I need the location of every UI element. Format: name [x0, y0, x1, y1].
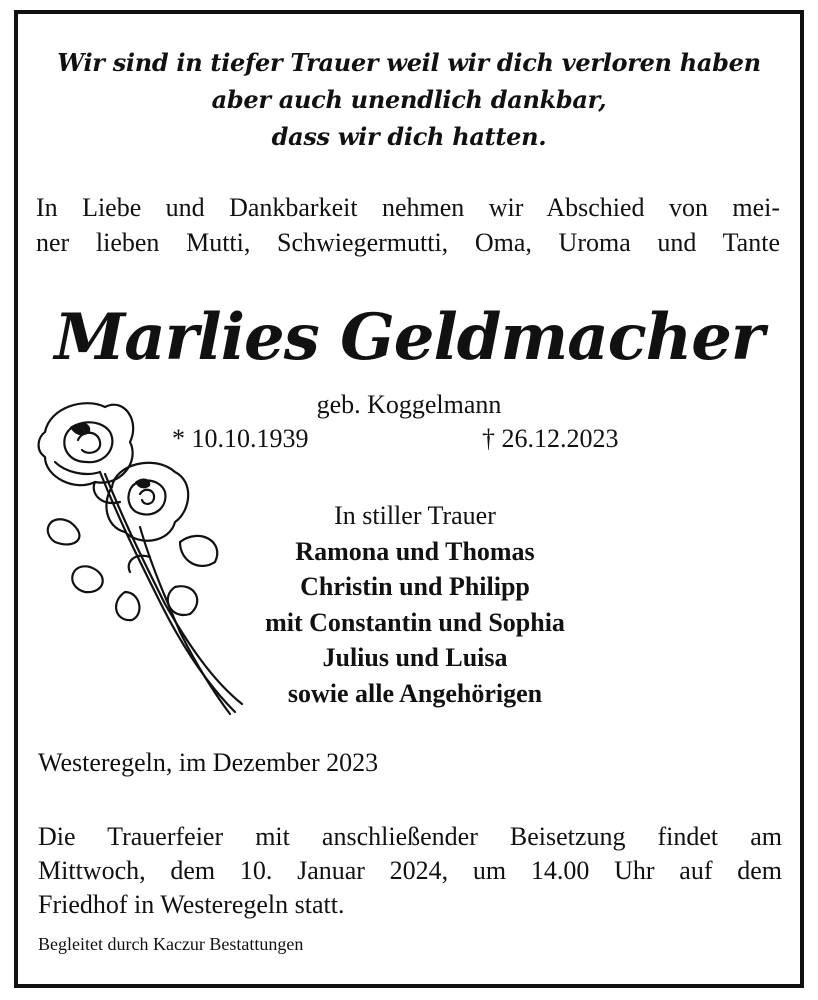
intro-line-2: ner lieben Mutti, Schwiegermutti, Oma, Uroma und Tante: [36, 228, 780, 257]
mourners-block: [200, 498, 630, 711]
mourner-name: Christin und Philipp: [300, 572, 530, 601]
service-line-3: Friedhof in Westeregeln statt.: [38, 890, 345, 919]
motto: [0, 44, 818, 155]
death-date: † 26.12.2023: [482, 424, 619, 453]
mourner-name: Julius und Luisa: [322, 643, 508, 672]
motto-line-2: aber auch unendlich dankbar,: [211, 85, 607, 114]
mourners-intro: In stiller Trauer: [334, 501, 496, 530]
funeral-home-credit: Begleitet durch Kaczur Bestattungen: [38, 934, 304, 954]
deceased-name: Marlies Geldmacher: [54, 300, 764, 375]
intro-text: [36, 190, 780, 260]
intro-line-1: In Liebe und Dankbarkeit nehmen wir Abschied von mei-: [36, 193, 780, 222]
mourner-name: Ramona und Thomas: [295, 536, 535, 566]
service-info: [38, 820, 782, 922]
service-line-1: Die Trauerfeier mit anschließender Beisetzung findet am: [38, 822, 782, 851]
birth-date: * 10.10.1939: [172, 424, 309, 453]
place-date: Westeregeln, im Dezember 2023: [38, 748, 379, 777]
mourner-name: mit Constantin und Sophia: [265, 607, 565, 637]
mourner-name: sowie alle Angehörigen: [287, 678, 543, 708]
birth-name: geb. Koggelmann: [316, 390, 502, 419]
motto-line-1: Wir sind in tiefer Trauer weil wir dich verloren haben: [57, 48, 761, 77]
service-line-2: Mittwoch, dem 10. Januar 2024, um 14.00 Uhr auf dem: [38, 856, 782, 885]
motto-line-3: dass wir dich hatten.: [271, 122, 547, 151]
